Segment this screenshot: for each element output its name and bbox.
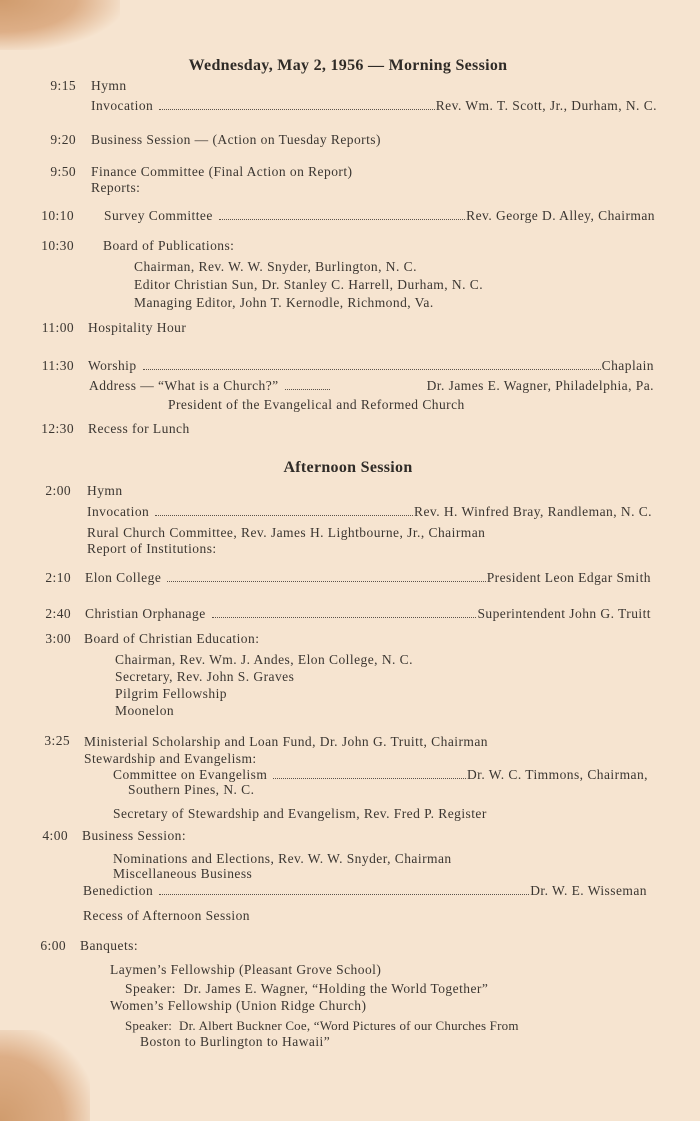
item-publications: Board of Publications: xyxy=(103,238,235,253)
item-worship xyxy=(88,358,654,374)
time: 11:30 xyxy=(41,358,74,373)
time: 9:15 xyxy=(50,78,76,93)
label: Committee on Evangelism xyxy=(113,767,268,782)
sub-item: Managing Editor, John T. Kernodle, Richmond, Va. xyxy=(134,295,434,310)
item-banquets: Banquets: xyxy=(80,938,139,953)
banquet-laymen: Laymen’s Fellowship (Pleasant Grove School) xyxy=(110,962,382,977)
sub-item: Editor Christian Sun, Dr. Stanley C. Harrell, Durham, N. C. xyxy=(134,277,484,292)
item-elon xyxy=(85,570,651,586)
time: 11:00 xyxy=(41,320,74,335)
sub-item: Nominations and Elections, Rev. W. W. Snyder, Chairman xyxy=(113,851,452,866)
time: 3:00 xyxy=(45,631,71,646)
time: 9:50 xyxy=(50,164,76,179)
label: Elon College xyxy=(85,570,162,585)
officiant: Rev. George D. Alley, Chairman xyxy=(466,208,655,223)
item-stewardship: Stewardship and Evangelism: xyxy=(84,751,257,766)
label: Invocation xyxy=(87,504,150,519)
leader-dots xyxy=(159,109,434,110)
officiant: President Leon Edgar Smith xyxy=(486,570,651,585)
banquet-speaker-cont: Boston to Burlington to Hawaii” xyxy=(140,1034,331,1049)
leader-dots xyxy=(155,515,413,516)
banquet-women: Women’s Fellowship (Union Ridge Church) xyxy=(110,998,367,1013)
afternoon-heading: Afternoon Session xyxy=(283,459,413,476)
leader-dots xyxy=(285,389,330,390)
time: 2:10 xyxy=(45,570,71,585)
sub-item: Chairman, Rev. Wm. J. Andes, Elon College, N. C. xyxy=(115,652,413,667)
sub-item: Miscellaneous Business xyxy=(113,866,253,881)
item-business: Business Session: xyxy=(82,828,187,843)
item-recess: Recess for Lunch xyxy=(88,421,190,436)
item-reports: Reports: xyxy=(91,180,141,195)
label: Worship xyxy=(88,358,137,373)
time: 2:40 xyxy=(45,606,71,621)
leader-dots xyxy=(273,778,466,779)
item-benediction xyxy=(83,883,647,899)
item-orphanage xyxy=(85,606,651,622)
officiant: Dr. W. E. Wisseman xyxy=(530,883,647,898)
officiant: Rev. Wm. T. Scott, Jr., Durham, N. C. xyxy=(435,98,657,113)
item-address xyxy=(89,378,654,394)
time: 10:30 xyxy=(41,238,74,253)
sub-item: Chairman, Rev. W. W. Snyder, Burlington, N. C. xyxy=(134,259,417,274)
banquet-speaker: Speaker: Dr. James E. Wagner, “Holding the World Together” xyxy=(125,981,489,996)
address-speaker-title: President of the Evangelical and Reformed Church xyxy=(168,397,465,412)
time: 9:20 xyxy=(50,132,76,147)
item-business: Business Session — (Action on Tuesday Reports) xyxy=(91,132,381,147)
label: Invocation xyxy=(91,98,154,113)
item-invocation xyxy=(91,98,657,114)
time: 2:00 xyxy=(45,483,71,498)
leader-dots xyxy=(159,894,529,895)
paper-stain-bottom xyxy=(0,1030,90,1121)
officiant: Dr. James E. Wagner, Philadelphia, Pa. xyxy=(426,378,654,393)
item-finance: Finance Committee (Final Action on Report) xyxy=(91,164,353,179)
evangelism-place: Southern Pines, N. C. xyxy=(128,782,255,797)
label: Survey Committee xyxy=(104,208,213,223)
label: Benediction xyxy=(83,883,154,898)
item-invocation xyxy=(87,504,652,520)
item-steward-secretary: Secretary of Stewardship and Evangelism, Rev. Fred P. Register xyxy=(113,806,487,821)
officiant: Chaplain xyxy=(601,358,654,373)
leader-dots xyxy=(143,369,601,370)
item-hospitality: Hospitality Hour xyxy=(88,320,187,335)
item-survey xyxy=(104,208,655,224)
item-scholarship: Ministerial Scholarship and Loan Fund, Dr. John G. Truitt, Chairman xyxy=(84,734,489,749)
item-hymn: Hymn xyxy=(91,78,127,93)
morning-heading: Wednesday, May 2, 1956 — Morning Session xyxy=(188,57,508,74)
time: 12:30 xyxy=(41,421,74,436)
item-evangelism xyxy=(113,767,648,783)
banquet-speaker: Speaker: Dr. Albert Buckner Coe, “Word Pictures of our Churches From xyxy=(125,1018,519,1033)
time: 4:00 xyxy=(42,828,68,843)
officiant: Dr. W. C. Timmons, Chairman, xyxy=(466,767,648,782)
item-rural: Rural Church Committee, Rev. James H. Lightbourne, Jr., Chairman xyxy=(87,525,486,540)
sub-item: Pilgrim Fellowship xyxy=(115,686,227,701)
time: 6:00 xyxy=(40,938,66,953)
officiant: Rev. H. Winfred Bray, Randleman, N. C. xyxy=(413,504,652,519)
leader-dots xyxy=(212,617,477,618)
item-hymn: Hymn xyxy=(87,483,123,498)
item-education: Board of Christian Education: xyxy=(84,631,260,646)
label: Address — “What is a Church?” xyxy=(89,378,279,393)
item-institutions: Report of Institutions: xyxy=(87,541,217,556)
time: 10:10 xyxy=(41,208,74,223)
sub-item: Secretary, Rev. John S. Graves xyxy=(115,669,295,684)
item-recess: Recess of Afternoon Session xyxy=(83,908,251,923)
time: 3:25 xyxy=(44,733,70,748)
officiant: Superintendent John G. Truitt xyxy=(477,606,651,621)
sub-item: Moonelon xyxy=(115,703,175,718)
paper-stain-top xyxy=(0,0,120,50)
leader-dots xyxy=(167,581,485,582)
label: Christian Orphanage xyxy=(85,606,206,621)
leader-dots xyxy=(219,219,465,220)
